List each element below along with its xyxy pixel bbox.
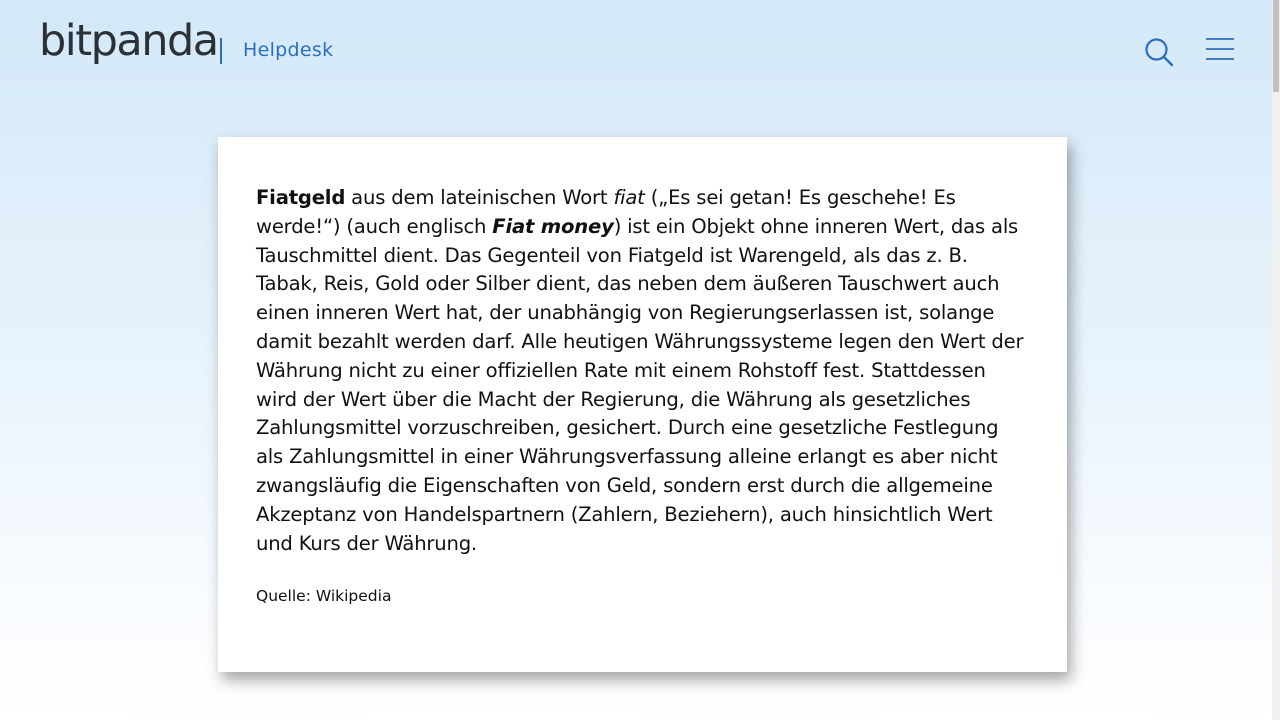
scrollbar-thumb[interactable] (1273, 0, 1279, 92)
hamburger-menu-icon (1205, 37, 1235, 63)
latin-word: fiat (613, 186, 645, 209)
menu-button[interactable] (1205, 37, 1235, 63)
search-button[interactable] (1143, 36, 1175, 68)
article-term: Fiatgeld (256, 186, 346, 209)
search-icon (1143, 36, 1175, 68)
bitpanda-logo[interactable]: bitpanda (39, 16, 218, 66)
english-term: Fiat money (492, 214, 614, 238)
article-card (218, 137, 1067, 672)
helpdesk-link[interactable]: Helpdesk (243, 39, 334, 61)
article-text (256, 184, 1031, 558)
page-scrollbar[interactable] (1272, 0, 1280, 720)
article-text-segment: ) ist ein Objekt ohne inneren Wert, das als Tauschmittel dient. Das Gegenteil von Fiatgeld ist Warengeld, als das z. B. Tabak, Reis, Gold oder Silber dient, das neben dem äußeren Tauschwert auch einen inneren Wert hat, der unabhängig von Regierungserlassen ist, solange damit bezahlt werden darf. Alle heutigen Währungssysteme legen den Wert der Währung nicht zu einer offiziellen Rate mit einem Rohstoff fest. Stattdessen wird der Wert über die Macht der Regierung, die Währung als gesetzliches Zahlungsmittel vorzuschreiben, gesichert. Durch eine gesetzliche Festlegung als Zahlungsmittel in einer Währungsverfassung alleine erlangt es aber nicht zwangsläufig die Eigenschaften von Geld, sondern erst durch die allgemeine Akzeptanz von Handelspartnern (Zahlern, Beziehern), auch hinsichtlich Wert und Kurs der Währung. (256, 214, 1024, 555)
article-text-segment: („Es sei getan! Es geschehe! Es werde!“) (auch englisch (256, 186, 956, 238)
article-text-segment: aus dem lateinischen Wort (345, 186, 614, 209)
site-header (0, 0, 1272, 100)
article-source: Quelle: Wikipedia (256, 587, 392, 605)
header-divider (220, 38, 222, 64)
